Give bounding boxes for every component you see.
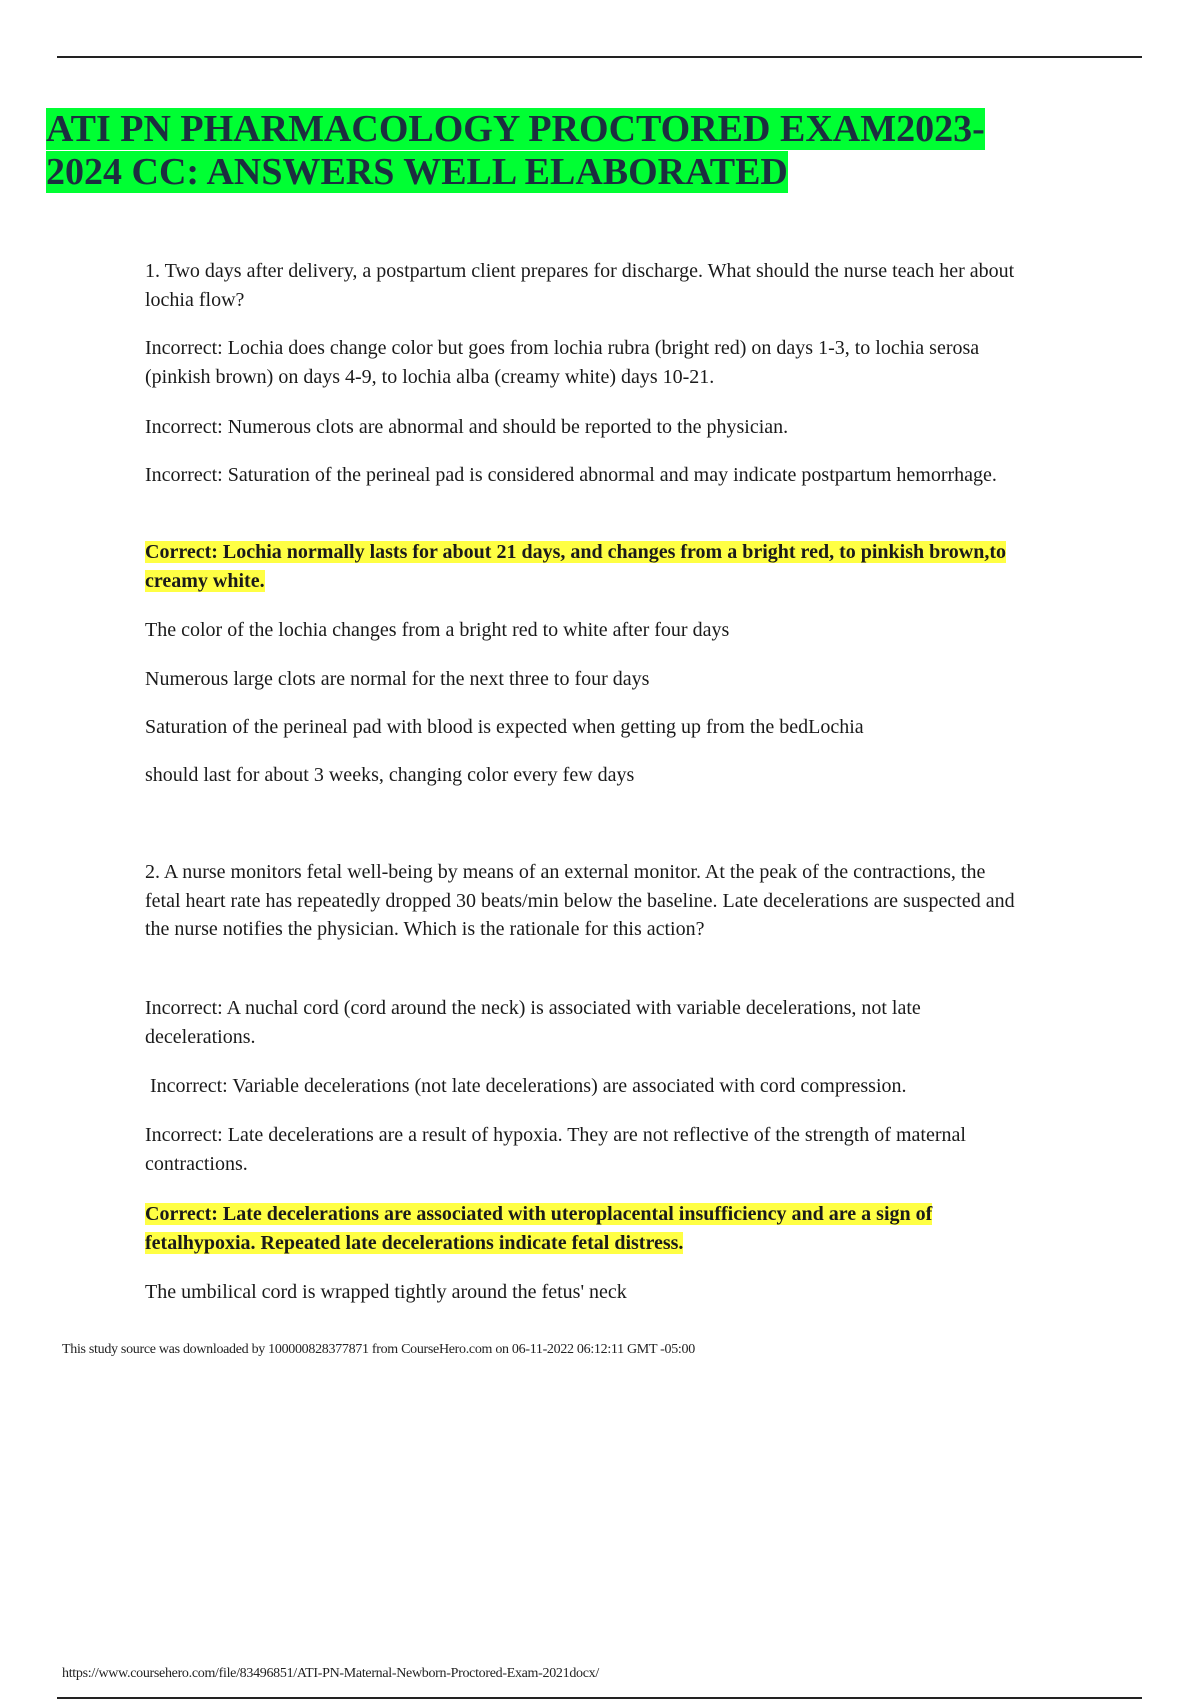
q1-rationale-1: Incorrect: Lochia does change color but goes from lochia rubra (bright red) on days 1-3, to lochia serosa (pinkish brown) on days 4-9, to lochia alba (creamy white) days 10-21. [145, 337, 980, 388]
q1-option-3: Saturation of the perineal pad with blood is expected when getting up from the bedLochia [145, 716, 864, 738]
q1-rationale-3: Incorrect: Saturation of the perineal pad is considered abnormal and may indicate postpartum hemorrhage. [145, 464, 997, 486]
title-line-2: 2024 CC: ANSWERS WELL ELABORATED [46, 151, 788, 193]
question-1-text: 1. Two days after delivery, a postpartum client prepares for discharge. What should the nurse teach her about lochia flow? [145, 260, 1015, 311]
q1-correct-highlight: Correct: Lochia normally lasts for about 21 days, and changes from a bright red, to pinkish brown,to creamy white. [145, 541, 1006, 592]
q1-correct-answer [145, 538, 1025, 595]
top-rule [57, 56, 1142, 58]
q2-correct-answer [145, 1200, 1025, 1257]
q2-option-1: The umbilical cord is wrapped tightly around the fetus' neck [145, 1281, 627, 1303]
title-line-1: ATI PN PHARMACOLOGY PROCTORED EXAM2023- [46, 108, 985, 150]
q2-correct-highlight: Correct: Late decelerations are associated with uteroplacental insufficiency and are a sign of fetalhypoxia. Repeated late decelerations indicate fetal distress. [145, 1203, 933, 1254]
q2-rationale-2: Incorrect: Variable decelerations (not late decelerations) are associated with cord compression. [150, 1075, 907, 1097]
q1-option-2: Numerous large clots are normal for the next three to four days [145, 668, 650, 690]
question-2-text: 2. A nurse monitors fetal well-being by means of an external monitor. At the peak of the contractions, the fetal heart rate has repeatedly dropped 30 beats/min below the baseline. Late decelerations are suspected and the nurse notifies the physician. Which is the rationale for this action? [145, 861, 1015, 940]
download-note: This study source was downloaded by 100000828377871 from CourseHero.com on 06-11-2022 06:12:11 GMT -05:00 [62, 1342, 695, 1357]
q1-rationale-2: Incorrect: Numerous clots are abnormal and should be reported to the physician. [145, 416, 789, 438]
q2-rationale-3: Incorrect: Late decelerations are a result of hypoxia. They are not reflective of the strength of maternal contractions. [145, 1124, 966, 1175]
q1-option-4: should last for about 3 weeks, changing color every few days [145, 764, 635, 786]
bottom-rule [57, 1697, 1142, 1699]
page-title [46, 108, 1046, 194]
q1-option-1: The color of the lochia changes from a bright red to white after four days [145, 619, 730, 641]
source-url[interactable]: https://www.coursehero.com/file/83496851/ATI-PN-Maternal-Newborn-Proctored-Exam-2021docx/ [62, 1666, 599, 1681]
q2-rationale-1: Incorrect: A nuchal cord (cord around the neck) is associated with variable decelerations, not late decelerations. [145, 997, 921, 1048]
